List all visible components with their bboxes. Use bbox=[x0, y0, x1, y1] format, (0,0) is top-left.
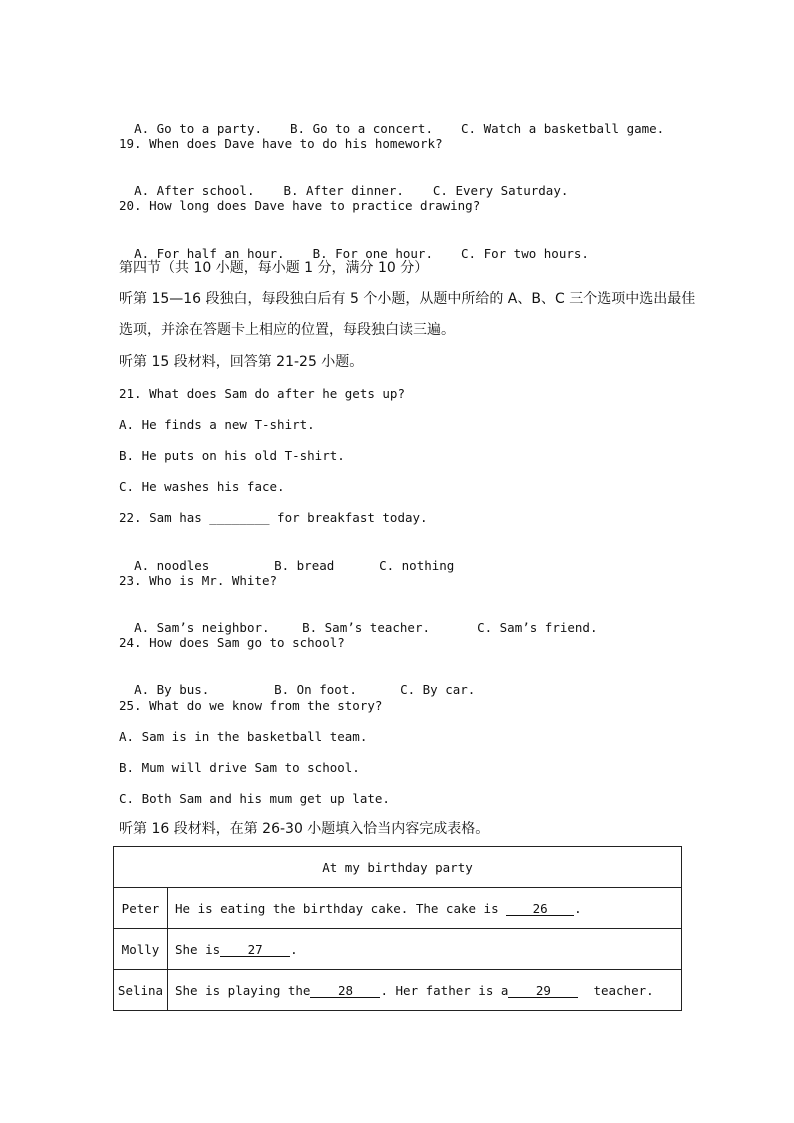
q23-option-a: A. Sam’s neighbor. bbox=[134, 620, 270, 635]
row-name-selina: Selina bbox=[114, 970, 168, 1011]
blank-27: 27 bbox=[220, 942, 290, 957]
q20-option-b: B. For one hour. bbox=[312, 246, 433, 261]
blank-29: 29 bbox=[508, 983, 578, 998]
table-row bbox=[114, 929, 682, 970]
q19-option-c: C. Every Saturday. bbox=[432, 183, 569, 198]
row-name-peter: Peter bbox=[114, 888, 168, 929]
table-header: At my birthday party bbox=[114, 847, 682, 888]
q20-question: 20. How long does Dave have to practice drawing? bbox=[119, 198, 481, 213]
row-name-molly: Molly bbox=[114, 929, 168, 970]
q24-option-c: C. By car. bbox=[400, 682, 476, 697]
instruction-line-2: 选项，并涂在答题卡上相应的位置，每段独白读三遍。 bbox=[119, 322, 455, 338]
row-text-post: . bbox=[574, 900, 582, 916]
section4-title: 第四节（共 10 小题，每小题 1 分，满分 10 分） bbox=[119, 260, 429, 276]
row-text-molly bbox=[168, 929, 682, 970]
q22-option-b: B. bread bbox=[274, 558, 335, 573]
table-header-row bbox=[114, 847, 682, 888]
q24-question: 24. How does Sam go to school? bbox=[119, 635, 345, 650]
table-row bbox=[114, 970, 682, 1011]
q21-question: 21. What does Sam do after he gets up? bbox=[119, 386, 405, 401]
birthday-party-table bbox=[113, 846, 682, 1011]
q25-question: 25. What do we know from the story? bbox=[119, 698, 383, 713]
q23-options bbox=[119, 604, 597, 636]
row-text-post: teacher. bbox=[578, 982, 654, 998]
q22-options bbox=[119, 542, 454, 574]
q19-options bbox=[119, 167, 568, 199]
table-row bbox=[114, 888, 682, 929]
q20-option-c: C. For two hours. bbox=[461, 246, 589, 261]
row-text-selina bbox=[168, 970, 682, 1011]
q24-option-b: B. On foot. bbox=[274, 682, 357, 697]
q18-option-a: A. Go to a party. bbox=[134, 121, 262, 136]
row-text-pre: She is bbox=[175, 941, 221, 957]
q20-option-a: A. For half an hour. bbox=[134, 246, 285, 261]
q22-option-c: C. nothing bbox=[379, 558, 455, 573]
q18-option-c: C. Watch a basketball game. bbox=[461, 121, 665, 136]
q23-option-b: B. Sam’s teacher. bbox=[302, 620, 430, 635]
q18-option-b: B. Go to a concert. bbox=[290, 121, 433, 136]
q19-option-b: B. After dinner. bbox=[283, 183, 404, 198]
material-16-heading: 听第 16 段材料，在第 26-30 小题填入恰当内容完成表格。 bbox=[119, 821, 490, 837]
q21-option-c: C. He washes his face. bbox=[119, 479, 285, 494]
q19-question: 19. When does Dave have to do his homework? bbox=[119, 136, 443, 151]
row-text-mid: . Her father is a bbox=[380, 982, 509, 998]
material-15-heading: 听第 15 段材料，回答第 21-25 小题。 bbox=[119, 354, 364, 370]
blank-28: 28 bbox=[310, 983, 380, 998]
q25-option-c: C. Both Sam and his mum get up late. bbox=[119, 791, 390, 806]
q22-question: 22. Sam has ________ for breakfast today. bbox=[119, 510, 428, 525]
instruction-line-1: 听第 15—16 段独白，每段独白后有 5 个小题，从题中所给的 A、B、C 三个选项中选出最佳 bbox=[119, 291, 696, 307]
row-text-pre: He is eating the birthday cake. The cake is bbox=[175, 900, 507, 916]
row-text-post: . bbox=[290, 941, 298, 957]
q23-option-c: C. Sam’s friend. bbox=[477, 620, 598, 635]
q21-option-a: A. He finds a new T-shirt. bbox=[119, 417, 315, 432]
q19-option-a: A. After school. bbox=[134, 183, 255, 198]
row-text-pre: She is playing the bbox=[175, 982, 311, 998]
q24-options bbox=[119, 666, 475, 698]
q18-options bbox=[119, 105, 664, 137]
blank-26: 26 bbox=[506, 901, 574, 916]
q25-option-b: B. Mum will drive Sam to school. bbox=[119, 760, 360, 775]
q25-option-a: A. Sam is in the basketball team. bbox=[119, 729, 368, 744]
row-text-peter bbox=[168, 888, 682, 929]
q22-option-a: A. noodles bbox=[134, 558, 210, 573]
q24-option-a: A. By bus. bbox=[134, 682, 210, 697]
q20-options bbox=[119, 230, 589, 262]
q21-option-b: B. He puts on his old T-shirt. bbox=[119, 448, 345, 463]
q23-question: 23. Who is Mr. White? bbox=[119, 573, 278, 588]
